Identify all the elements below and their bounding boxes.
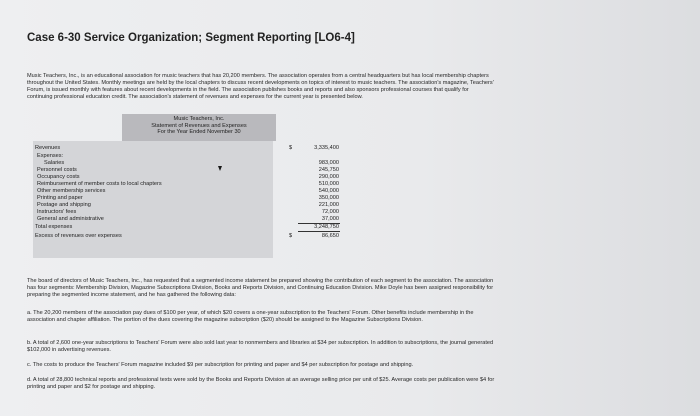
expense-value: 350,000 — [318, 195, 339, 201]
total-expenses-label: Total expenses — [35, 224, 73, 230]
revenues-label: Revenues — [35, 145, 61, 151]
expense-label: Instructors' fees — [37, 209, 77, 215]
expense-label: Printing and paper — [37, 195, 83, 201]
income-statement — [33, 114, 356, 262]
excess-dollar: $ — [289, 233, 293, 239]
expense-label: Salaries — [44, 160, 65, 166]
revenues-dollar: $ — [289, 145, 293, 151]
text-line: d. A total of 28,800 technical reports and professional texts were sold by the Books and Reports Division at an average selling price per unit of $25. Average costs per publication were $4 for — [27, 377, 495, 383]
item-c — [27, 362, 695, 369]
expense-value: 72,000 — [321, 209, 339, 215]
excess-value: 86,650 — [321, 233, 339, 239]
expense-label: Personnel costs — [37, 167, 77, 173]
item-a — [27, 310, 695, 324]
board-paragraph — [27, 278, 695, 299]
text-line: printing and paper and $2 for postage and shipping. — [27, 383, 156, 390]
expenses-label: Expenses: — [37, 153, 64, 159]
statement-header — [122, 114, 276, 141]
text-line: Forum, is issued monthly with features about recent developments in the field. The association publishes books and reports and also sponsors professional courses that qualify for — [27, 86, 469, 93]
expense-label: Other membership services — [37, 188, 106, 194]
expense-label: Postage and shipping — [37, 202, 91, 208]
statement-company: Music Teachers, Inc. — [173, 116, 225, 122]
text-line: Music Teachers, Inc., is an educational association for music teachers that has 20,200 members. The association operates from a central headquarters but has local membership chapters — [27, 73, 489, 79]
excess-label: Excess of revenues over expenses — [35, 233, 122, 239]
expense-value: 290,000 — [318, 174, 339, 180]
text-line: c. The costs to produce the Teachers' Forum magazine included $9 per subscription for printing and paper and $4 per subscription for postage and shipping. — [27, 362, 414, 368]
expense-value: 37,000 — [321, 216, 339, 222]
text-line: throughout the United States. Monthly meetings are held by the local chapters to discuss recent developments on topics of interest to music teachers. The association's magazine, Teachers' — [27, 79, 494, 86]
text-line: $102,000 in advertising revenues. — [27, 346, 111, 353]
revenues-value: 3,335,400 — [314, 145, 339, 151]
item-d — [27, 377, 695, 391]
text-line: preparing the segmented income statement, and he has gathered the following data: — [27, 291, 236, 298]
cursor-icon — [218, 166, 222, 171]
case-title: Case 6-30 Service Organization; Segment Reporting [LO6-4] — [27, 32, 355, 44]
text-line: The board of directors of Music Teachers, Inc., has requested that a segmented income statement be prepared showing the contribution of each segment to the association. The association — [27, 278, 494, 284]
text-line: b. A total of 2,600 one-year subscriptions to Teachers' Forum were also sold last year to nonmembers and libraries at $34 per subscription. In addition to subscriptions, the journal generated — [27, 340, 494, 346]
expense-value: 540,000 — [318, 188, 339, 194]
item-b — [27, 340, 695, 354]
expense-value: 510,000 — [318, 181, 339, 187]
total-expenses-value: 3,248,750 — [314, 224, 339, 230]
expense-label: Occupancy costs — [37, 174, 80, 180]
statement-name: Statement of Revenues and Expenses — [151, 122, 247, 129]
text-line: has four segments: Membership Division, Magazine Subscriptions Division, Books and Reports Division, and Continuing Education Division. Mike Doyle has been assigned responsibility for — [27, 284, 494, 291]
expense-label: Reimbursement of member costs to local chapters — [37, 181, 162, 187]
expense-label: General and administrative — [37, 216, 104, 222]
expense-value: 245,750 — [318, 167, 339, 173]
text-line: continuing professional education credit. The association's statement of revenues and expenses for the current year is presented below. — [27, 93, 363, 100]
total-rule — [298, 231, 340, 232]
text-line: association and chapter affiliation. The portion of the dues covering the magazine subscription ($20) should be assigned to the Magazine Subscriptions Division. — [27, 316, 423, 323]
intro-paragraph — [27, 73, 695, 101]
expense-value: 221,000 — [318, 202, 339, 208]
text-line: a. The 20,200 members of the association pay dues of $100 per year, of which $20 covers a one-year subscription to the Teachers' Forum. Other benefits include membership in the — [27, 310, 474, 316]
expense-value: 983,000 — [318, 160, 339, 166]
statement-period: For the Year Ended November 30 — [157, 129, 241, 136]
